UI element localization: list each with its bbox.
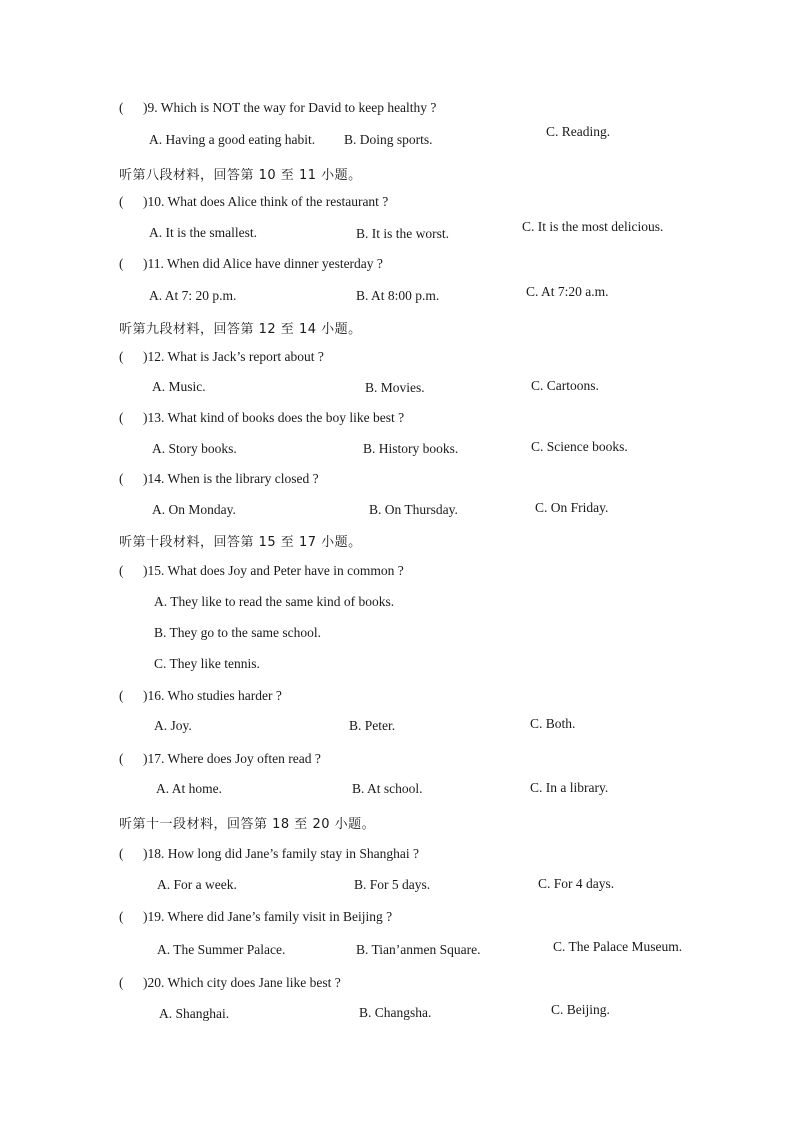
answer-bracket[interactable]: (	[119, 975, 124, 990]
option-b: B. They go to the same school.	[154, 625, 321, 640]
answer-bracket[interactable]: (	[119, 256, 124, 271]
option-c: C. Reading.	[546, 124, 611, 139]
question-20	[119, 975, 341, 991]
answer-bracket[interactable]: (	[119, 563, 124, 578]
option-c: C. For 4 days.	[538, 876, 615, 891]
option-c: C. At 7:20 a.m.	[526, 284, 609, 299]
question-stem: )17. Where does Joy often read ?	[143, 751, 321, 766]
section-heading-11: 听第十一段材料，回答第 18 至 20 小题。	[119, 817, 376, 832]
option-a: A. Story books.	[152, 441, 237, 456]
question-13	[119, 410, 404, 426]
question-14	[119, 471, 319, 487]
question-stem: )13. What kind of books does the boy like best ?	[143, 410, 405, 425]
option-b: B. History books.	[363, 441, 459, 456]
option-c: C. Science books.	[531, 439, 628, 454]
answer-bracket[interactable]: (	[119, 100, 124, 115]
option-b: B. Peter.	[349, 718, 396, 733]
question-stem: )15. What does Joy and Peter have in common ?	[143, 563, 404, 578]
option-a: A. It is the smallest.	[149, 225, 257, 240]
option-a: A. Joy.	[154, 718, 192, 733]
question-10	[119, 194, 388, 210]
question-stem: )12. What is Jack’s report about ?	[143, 349, 324, 364]
question-9	[119, 100, 436, 116]
question-stem: )20. Which city does Jane like best ?	[143, 975, 341, 990]
answer-bracket[interactable]: (	[119, 471, 124, 486]
option-b: B. Doing sports.	[344, 132, 433, 147]
section-heading-8: 听第八段材料，回答第 10 至 11 小题。	[119, 168, 362, 183]
option-c: C. The Palace Museum.	[553, 939, 683, 954]
question-16	[119, 688, 282, 704]
answer-bracket[interactable]: (	[119, 688, 124, 703]
question-stem: )9. Which is NOT the way for David to keep healthy ?	[143, 100, 437, 115]
option-b: B. Movies.	[365, 380, 425, 395]
option-a: A. At 7: 20 p.m.	[149, 288, 237, 303]
answer-bracket[interactable]: (	[119, 194, 124, 209]
answer-bracket[interactable]: (	[119, 410, 124, 425]
question-12	[119, 349, 324, 365]
option-a: A. Having a good eating habit.	[149, 132, 316, 147]
question-19	[119, 909, 392, 925]
option-c: C. In a library.	[530, 780, 609, 795]
section-heading-9: 听第九段材料，回答第 12 至 14 小题。	[119, 322, 362, 337]
option-c: C. Beijing.	[551, 1002, 610, 1017]
question-11	[119, 256, 383, 272]
option-b: B. On Thursday.	[369, 502, 458, 517]
option-a: A. Shanghai.	[159, 1006, 230, 1021]
answer-bracket[interactable]: (	[119, 909, 124, 924]
option-a: A. At home.	[156, 781, 222, 796]
question-stem: )16. Who studies harder ?	[143, 688, 282, 703]
option-c: C. They like tennis.	[154, 656, 260, 671]
question-17	[119, 751, 321, 767]
question-stem: )11. When did Alice have dinner yesterday ?	[143, 256, 383, 271]
option-c: C. It is the most delicious.	[522, 219, 664, 234]
question-stem: )19. Where did Jane’s family visit in Beijing ?	[143, 909, 393, 924]
question-18	[119, 846, 419, 862]
option-a: A. Music.	[152, 379, 206, 394]
option-b: B. Tian’anmen Square.	[356, 942, 481, 957]
answer-bracket[interactable]: (	[119, 846, 124, 861]
option-b: B. For 5 days.	[354, 877, 431, 892]
option-b: B. At school.	[352, 781, 423, 796]
question-stem: )18. How long did Jane’s family stay in Shanghai ?	[143, 846, 419, 861]
question-stem: )10. What does Alice think of the restaurant ?	[143, 194, 389, 209]
option-b: B. Changsha.	[359, 1005, 432, 1020]
option-c: C. On Friday.	[535, 500, 609, 515]
answer-bracket[interactable]: (	[119, 751, 124, 766]
option-c: C. Cartoons.	[531, 378, 599, 393]
option-a: A. For a week.	[157, 877, 237, 892]
option-a: A. On Monday.	[152, 502, 236, 517]
answer-bracket[interactable]: (	[119, 349, 124, 364]
option-b: B. At 8:00 p.m.	[356, 288, 440, 303]
question-stem: )14. When is the library closed ?	[143, 471, 319, 486]
option-c: C. Both.	[530, 716, 576, 731]
option-b: B. It is the worst.	[356, 226, 449, 241]
option-a: A. They like to read the same kind of books.	[154, 594, 395, 609]
section-heading-10: 听第十段材料，回答第 15 至 17 小题。	[119, 535, 362, 550]
option-a: A. The Summer Palace.	[157, 942, 286, 957]
question-15	[119, 563, 404, 579]
